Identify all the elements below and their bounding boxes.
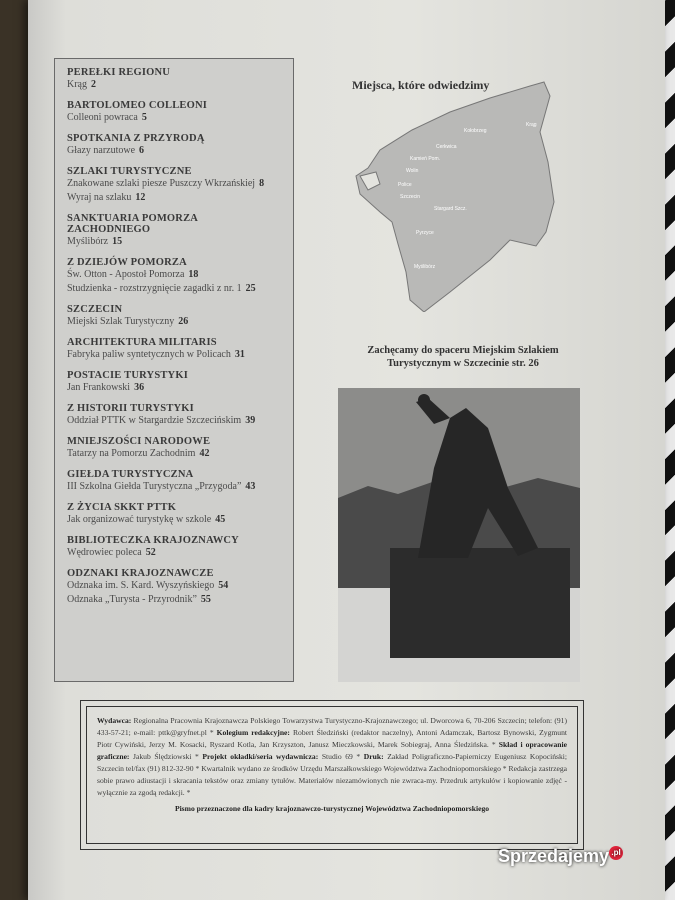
toc-entry <box>67 348 281 362</box>
toc-entry-page: 42 <box>199 448 210 459</box>
toc-entry-text: III Szkolna Giełda Turystyczna „Przygoda” <box>67 481 242 492</box>
place-cerkwica: Cerkwica <box>436 144 457 150</box>
toc-entry-page: 55 <box>200 594 211 605</box>
toc-entry-page: 8 <box>259 178 265 189</box>
toc-entry-text: Myślibórz <box>67 236 109 247</box>
toc-section-title: MNIEJSZOŚCI NARODOWE <box>67 436 211 447</box>
toc-entry-page: 43 <box>245 481 256 492</box>
toc-entry-text: Studzienka - rozstrzygnięcie zagadki z nr. 1 <box>67 283 242 294</box>
toc-entry-text: Jan Frankowski <box>67 382 131 393</box>
toc-entry-page: 36 <box>134 382 145 393</box>
toc-entry-text: Colleoni powraca <box>67 112 138 123</box>
place-krag: Krąg <box>526 122 537 128</box>
toc-entry <box>67 447 281 461</box>
toc-section <box>67 133 281 158</box>
toc-entry-text: Fabryka paliw syntetycznych w Policach <box>67 349 231 360</box>
toc-entry <box>67 282 281 296</box>
monument-photo <box>338 388 580 682</box>
toc-entry-page: 25 <box>245 283 256 294</box>
toc-section-title: ARCHITEKTURA MILITARIS <box>67 337 217 348</box>
toc-section-title: SZLAKI TURYSTYCZNE <box>67 166 192 177</box>
toc-entry <box>67 78 281 92</box>
toc-section-title: ODZNAKI KRAJOZNAWCZE <box>67 568 214 579</box>
toc-entry <box>67 177 281 191</box>
toc-section <box>67 403 281 428</box>
toc-entry <box>67 235 281 249</box>
toc-entry-page: 31 <box>234 349 245 360</box>
toc-section <box>67 436 281 461</box>
imprint-board: Robert Śledziński (redaktor naczelny), Antoni Adamczak, Bartosz Bynowski, Zygmunt Piotr Cywiński, Jerzy M. Kosacki, Ryszard Kotla, Jan Krzyszton, Janusz Mieczkowski, Marek Sobiegraj, Anna Śledzińska. * <box>97 728 567 749</box>
toc-entry <box>67 513 281 527</box>
toc-entry-page: 52 <box>145 547 156 558</box>
toc-entry-text: Św. Otton - Apostoł Pomorza <box>67 269 185 280</box>
map-shape <box>356 82 554 312</box>
toc-section <box>67 370 281 395</box>
toc-entry-page: 12 <box>135 192 146 203</box>
toc-entry-page: 39 <box>245 415 256 426</box>
toc-entry <box>67 381 281 395</box>
toc-section <box>67 469 281 494</box>
imprint-box <box>80 700 584 850</box>
table-of-contents <box>54 58 294 682</box>
toc-entry-text: Wyraj na szlaku <box>67 192 132 203</box>
toc-entry <box>67 579 281 593</box>
toc-entry <box>67 414 281 428</box>
toc-entry-page: 2 <box>91 79 96 90</box>
toc-section <box>67 100 281 125</box>
toc-entry <box>67 144 281 158</box>
toc-section-title: PEREŁKI REGIONU <box>67 67 171 78</box>
toc-section <box>67 213 281 249</box>
toc-section-title: BARTOLOMEO COLLEONI <box>67 100 208 111</box>
imprint-publisher-label: Wydawca: <box>97 716 132 725</box>
toc-section-title: Z ŻYCIA SKKT PTTK <box>67 502 177 513</box>
region-map <box>340 72 580 312</box>
place-wolin: Wolin <box>406 168 419 174</box>
imprint-print-label: Druk: <box>363 752 384 761</box>
photo-caption: Zachęcamy do spaceru Miejskim Szlakiem Turystycznym w Szczecinie str. 26 <box>367 345 559 369</box>
toc-entry <box>67 593 281 607</box>
toc-section-title: GIEŁDA TURYSTYCZNA <box>67 469 194 480</box>
toc-entry-text: Głazy narzutowe <box>67 145 136 156</box>
imprint-cover-label: Projekt okładki/seria wydawnicza: <box>202 752 319 761</box>
toc-section-title: Z DZIEJÓW POMORZA <box>67 257 187 268</box>
toc-entry-page: 6 <box>139 145 145 156</box>
toc-entry <box>67 111 281 125</box>
toc-entry-text: Oddział PTTK w Stargardzie Szczecińskim <box>67 415 242 426</box>
toc-entry-text: Miejski Szlak Turystyczny <box>67 316 175 327</box>
toc-entry-text: Jak organizować turystykę w szkole <box>67 514 212 525</box>
toc-entry-page: 18 <box>188 269 199 280</box>
place-kolobrzeg: Kołobrzeg <box>464 128 487 134</box>
toc-section-title: SZCZECIN <box>67 304 123 315</box>
toc-entry-text: Znakowane szlaki piesze Puszczy Wkrzańskiej <box>67 178 256 189</box>
toc-section-title: Z HISTORII TURYSTYKI <box>67 403 194 414</box>
toc-section <box>67 67 281 92</box>
toc-entry-text: Odznaka „Turysta - Przyrodnik” <box>67 594 197 605</box>
imprint-footer: Pismo przeznaczone dla kadry krajoznawczo-turystycznej Województwa Zachodniopomorskiego <box>174 804 490 813</box>
imprint-cover: Studio 69 * <box>321 752 361 761</box>
toc-entry <box>67 191 281 205</box>
watermark-badge: .pl <box>609 846 623 860</box>
toc-entry <box>67 546 281 560</box>
watermark <box>498 846 623 867</box>
imprint-board-label: Kolegium redakcyjne: <box>216 728 290 737</box>
toc-entry-page: 15 <box>112 236 123 247</box>
toc-section-title: BIBLIOTECZKA KRAJOZNAWCY <box>67 535 239 546</box>
toc-entry-text: Wędrowiec poleca <box>67 547 142 558</box>
toc-entry-page: 26 <box>178 316 189 327</box>
toc-section <box>67 502 281 527</box>
imprint-layout-label: Skład i opracowanie graficzne: <box>97 740 567 761</box>
toc-entry-page: 54 <box>218 580 229 591</box>
toc-section <box>67 337 281 362</box>
toc-entry-page: 5 <box>141 112 147 123</box>
toc-section <box>67 304 281 329</box>
toc-section-title: SANKTUARIA POMORZA ZACHODNIEGO <box>67 213 198 235</box>
toc-section <box>67 535 281 560</box>
toc-section <box>67 568 281 607</box>
place-szczecin: Szczecin <box>400 194 421 200</box>
toc-entry <box>67 268 281 282</box>
watermark-text: Sprzedajemy <box>498 846 610 866</box>
toc-section <box>67 166 281 205</box>
place-stargard: Stargard Szcz. <box>434 206 467 212</box>
toc-entry-text: Tatarzy na Pomorzu Zachodnim <box>67 448 196 459</box>
toc-entry-text: Krąg <box>67 79 87 90</box>
imprint-print: Zakład Poligraficzno-Papierniczy Eugeniusz Kopociński; Szczecin tel/fax (91) 812-32-90 * Kwartalnik wydano ze środków Urzędu Marszałkowskiego Województwa Zachodniopomorskiego * Redakcja zastrzega sobie prawo adiustacji i skracania tekstów oraz zmiany tytułów. Materiałów niezamówionych nie zwraca-my. Przedruk artykułów i kopiowanie zdjęć - wyłącznie za zgodą redakcji. * <box>97 752 568 797</box>
toc-section <box>67 257 281 296</box>
place-mysliborz: Myślibórz <box>414 264 436 270</box>
imprint-layout: Jakub Ślędziowski * <box>133 752 199 761</box>
imprint-publisher: Regionalna Pracownia Krajoznawcza Polskiego Towarzystwa Turystyczno-Krajoznawczego; ul. Dworcowa 6, 70-206 Szczecin; telefon: (91) 433-57-21; e-mail: pttk@gryfnet.pl * <box>97 716 567 737</box>
place-pyrzyce: Pyrzyce <box>416 230 434 236</box>
place-kamien: Kamień Pom. <box>410 156 441 162</box>
toc-entry <box>67 480 281 494</box>
place-police: Police <box>398 182 412 188</box>
toc-section-title: POSTACIE TURYSTYKI <box>67 370 188 381</box>
toc-section-title: SPOTKANIA Z PRZYRODĄ <box>67 133 205 144</box>
toc-entry-page: 45 <box>215 514 226 525</box>
map-title: Miejsca, które odwiedzimy <box>352 78 490 92</box>
toc-entry-text: Odznaka im. S. Kard. Wyszyńskiego <box>67 580 215 591</box>
toc-entry <box>67 315 281 329</box>
